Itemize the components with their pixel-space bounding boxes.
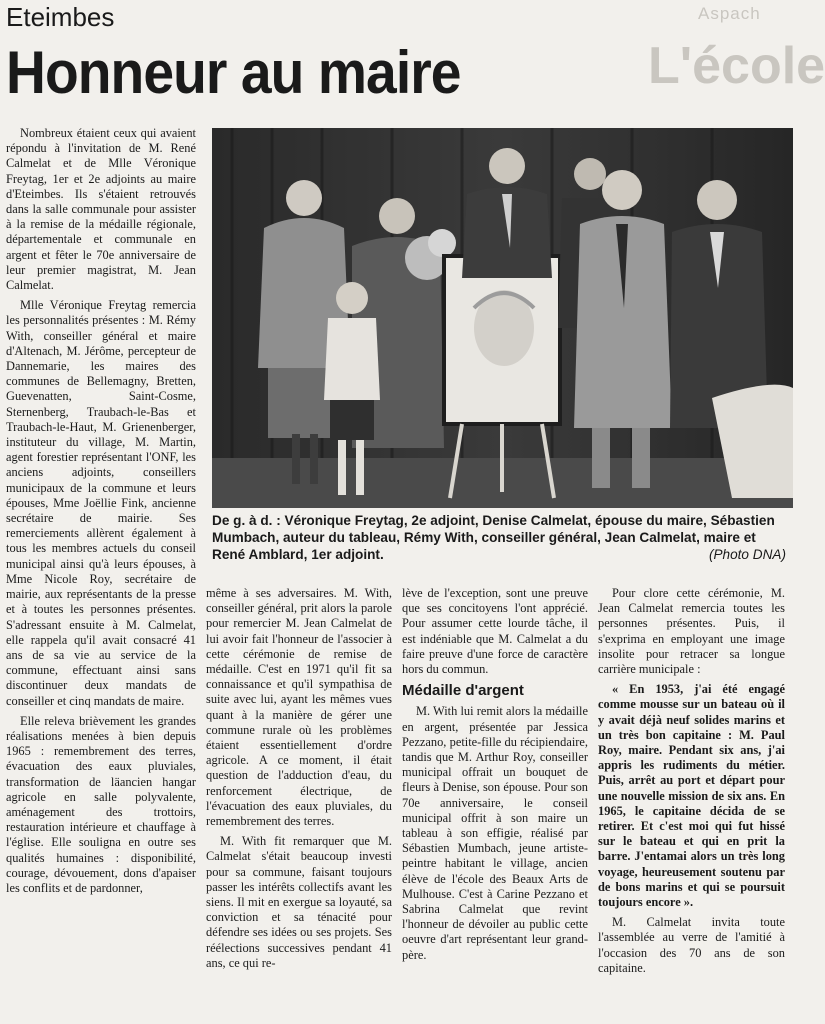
adjacent-kicker: Aspach [698, 4, 761, 23]
paragraph: Mlle Véronique Freytag remercia les personnalités présentes : M. Rémy With, conseiller général et maire d'Altenach, M. Jérôme, percepteur de Dannemarie, les maires des communes de Bellemagny, Bretten, Guevenatten, Saint-Cosme, Sternenberg, Traubach-le-Bas et Traubach-le-Haut, M. Grienenberger, instituteur du village, M. Martin, agent forestier représentant l'ONF, les anciens adjoints, conseillers municipaux de la commune et leurs épouses, Mme Joëllie Fink, ancienne secrétaire de mairie. Ses remerciements allèrent également à tous les membres actuels du conseil municipal ainsi qu'à leurs épouses, à Mme Nicole Roy, secrétaire de mairie, aux représentants de la presse et à toutes les personnes présentes. S'adressant ensuite à M. Calmelat, elle rappela qu'il avait consacré 41 ans de sa vie au service de la commune, effectuant ainsi sans discontinuer deux mandats de conseiller et cinq mandats de maire. [6, 298, 196, 708]
paragraph: Pour clore cette cérémonie, M. Jean Calmelat remercia toutes les personnes présentes. Puis, il s'exprima en employant une image insolite pour retracer sa longue carrière municipale : [598, 586, 785, 677]
section-kicker: Eteimbes [6, 2, 115, 32]
photo-credit: (Photo DNA) [708, 547, 786, 562]
paragraph: M. With fit remarquer que M. Calmelat s'était beaucoup investi pour sa commune, faisant toujours passer les intérêts collectifs avant les siens. Il mit en exergue sa loyauté, sa conviction et sa ténacité pour défendre ses idées ou ses projets. Ses réélections successives pendant 41 ans, ce qui re- [206, 834, 392, 970]
paragraph: même à ses adversaires. M. With, conseiller général, prit alors la parole pour remercier M. Jean Calmelat de lui avoir fait l'honneur de l'associer à cette cérémonie de remise de médaille. C'est en 1971 qu'il fit sa connaissance et qu'il sympathisa de suite avec lui, ayant les mêmes vues quant à la manière de gérer une commune rurale où les problèmes étaient essentiellement d'ordre agricole. A ce moment, il était question de l'adduction d'eau, du renforcement électrique, de l'évacuation des eaux pluviales, du remembrement des terres. [206, 586, 392, 829]
column-3 [402, 586, 588, 968]
article-headline: Honneur au maire [6, 39, 461, 106]
column-4 [598, 586, 785, 981]
paragraph: M. Calmelat invita toute l'assemblée au verre de l'amitié à l'occasion des 70 ans de son capitaine. [598, 915, 785, 975]
photo-caption [212, 512, 786, 563]
quote-paragraph: « En 1953, j'ai été engagé comme mousse sur un bateau où il y avait déjà neuf solides marins et un très bon capitaine : M. Paul Roy, maire. Pendant six ans, j'ai appris les rudiments du métier. Puis, arrêt au port et départ pour une nouvelle mission de six ans. En 1965, le capitaine décida de se retirer. Et c'est moi qui fut hissé sur le bateau et qui en prit la barre. J'entamai alors un très long voyage, heureusement soutenu par de bons marins et qui se poursuit toujours encore ». [598, 682, 785, 910]
adjacent-headline: L'école [648, 37, 825, 95]
adjacent-article-fragment [640, 0, 825, 110]
paragraph: M. With lui remit alors la médaille en argent, présentée par Jessica Pezzano, petite-fille du récipiendaire, tandis que M. Arthur Roy, conseiller municipal offrait un bouquet de fleurs à Denise, son épouse. Pour son 70e anniversaire, le conseil municipal offrit à son maire un tableau à son effigie, réalisé par Sébastien Mumbach, jeune artiste-peintre habitant le village, ancien élève de l'école des Beaux Arts de Mulhouse. C'est à Carine Pezzano et Sabrina Calmelat que revint l'honneur de dévoiler au public cette oeuvre d'art représentant leur grand-père. [402, 704, 588, 962]
subheading: Médaille d'argent [402, 682, 524, 700]
article-photo [212, 128, 793, 508]
group-photo-illustration [212, 128, 793, 508]
paragraph: lève de l'exception, sont une preuve que ses concitoyens l'ont apprécié. Pour assumer cette lourde tâche, il est indéniable que M. Calmelat a du faire preuve d'une force de caractère hors du commun. [402, 586, 588, 677]
column-1 [6, 126, 196, 901]
column-2 [206, 586, 392, 976]
paragraph: Nombreux étaient ceux qui avaient répondu à l'invitation de M. René Calmelat et de Mlle Véronique Freytag, 1er et 2e adjoints au maire d'Eteimbes. Ils s'étaient retrouvés dans la salle communale pour assister à la remise de la médaille régionale, départementale et communale en argent et fêter le 70e anniversaire de leur premier magistrat, M. Jean Calmelat. [6, 126, 196, 293]
paragraph: Elle releva brièvement les grandes réalisations menées à bien depuis 1965 : remembrement des terres, évacuation des eaux pluviales, transformation de läancien hangar agricole en salle polyvalente, aménagement des trottoirs, restauration intérieure et chauffage à l'église. Elle souligna en outre ses qualités humaines : disponibilité, courage, dévouement, dons d'apaiser les conflits et de pardonner, [6, 713, 196, 895]
caption-text: De g. à d. : Véronique Freytag, 2e adjoint, Denise Calmelat, épouse du maire, Sébastien Mumbach, auteur du tableau, Rémy With, conseiller général, Jean Calmelat, maire et René Amblard, 1er adjoint. [212, 513, 775, 562]
